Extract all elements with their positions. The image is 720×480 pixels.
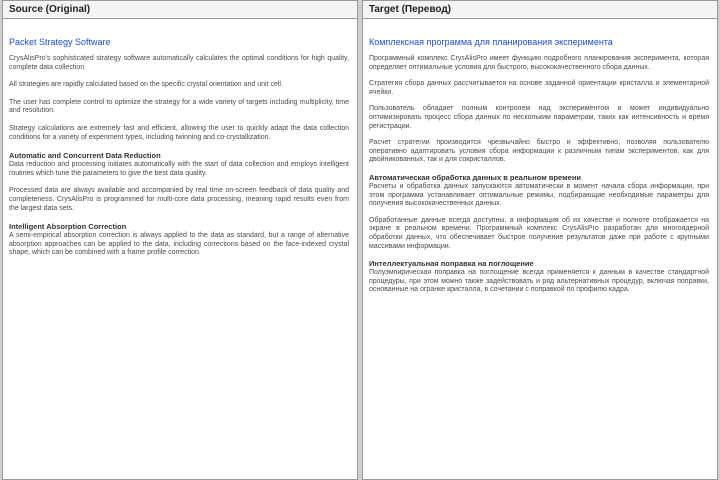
- target-text-blocks: [369, 55, 709, 295]
- target-section-heading: Автоматическая обработка данных в реальном времени: [369, 172, 581, 182]
- target-paragraph: Стратегия сбора данных рассчитывается на основе заданной ориентации кристалла и элементарной ячейки.: [369, 80, 709, 96]
- target-paragraph: Расчеты и обработка данных запускаются автоматически в момент начала сбора информации, при этом программа устанавливает оптимальные режимы, подбирающие необходимые параметры для получения высококачественных данных.: [369, 182, 709, 208]
- source-paragraph: A semi-empirical absorption correction is always applied to the data as standard, but a range of alternative absorption approaches can be applied to the data, including corrections based on the face-indexed crystal shape, which can be combined with a frame profile correction.: [9, 232, 349, 257]
- source-document-title: Packet Strategy Software: [9, 37, 111, 47]
- target-paragraph: Полуэмпирическая поправка на поглощение всегда применяется к данным в качестве стандартной процедуры, при этом можно также задействовать и ряд альтернативных процедур, включая поправки, основанные на огранке кристалла, в сочетании с поправкой по профилю кадра.: [369, 269, 709, 294]
- source-paragraph: The user has complete control to optimize the strategy for a wide variety of targets including multiplicity, time and resolution.: [9, 98, 349, 115]
- target-paragraph: Расчет стратегии производится чрезвычайно быстро и эффективно, позволяя пользователю оперативно адаптировать условия сбора информации к различным типам экспериментов, как для двойникованных, так и для сокристаллов.: [369, 139, 709, 164]
- target-pane-header: Target (Перевод): [363, 1, 717, 19]
- target-pane-body: [363, 19, 717, 295]
- source-section-heading: Intelligent Absorption Correction: [9, 222, 127, 232]
- target-section-heading: Интеллектуальная поправка на поглощение: [369, 259, 534, 269]
- source-section-heading: Automatic and Concurrent Data Reduction: [9, 151, 161, 161]
- source-pane-header: Source (Original): [3, 1, 357, 19]
- source-paragraph: All strategies are rapidly calculated based on the specific crystal orientation and unit cell.: [9, 81, 283, 89]
- target-pane: [362, 0, 718, 480]
- source-paragraph: Strategy calculations are extremely fast and efficient, allowing the user to quickly adapt the data collection conditions for a variety of experiment types, including twinning and co-crystallization.: [9, 124, 349, 141]
- source-paragraph: CrysAlisPro's sophisticated strategy software automatically calculates the optimal conditions for high quality, complete data collection.: [9, 55, 349, 71]
- target-paragraph: Обработанные данные всегда доступны, а информация об их качестве и полноте отображается на экране в реальном времени. Программный комплекс CrysAlisPro разработан для многоядерной обработки данных, что обеспечивает быстрое получение результатов даже при работе с крупными массивами информации.: [369, 216, 709, 250]
- target-paragraph: Пользователь обладает полным контролем над экспериментом и может индивидуально оптимизировать процесс сбора данных по нескольким параметрам, таких как интенсивность и время регистрации.: [369, 105, 709, 130]
- source-pane-body: [3, 19, 357, 258]
- target-paragraph: Программный комплекс CrysAlisPro имеет функцию подробного планирования эксперимента, которая определяет оптимальные условия для быстрого, высококачественного сбора данных.: [369, 55, 709, 71]
- target-document-title: Комплексная программа для планирования эксперимента: [369, 37, 613, 47]
- source-paragraph: Data reduction and processing initiates automatically with the start of data collection and employs intelligent routines which tune the parameters to give the best data quality.: [9, 161, 349, 177]
- source-pane: [2, 0, 358, 480]
- source-paragraph: Processed data are always available and accompanied by real time on-screen feedback of data quality and completeness. CrysAlisPro is programmed for multi-core data processing, meaning rapid results even from the largest data sets.: [9, 187, 349, 212]
- source-text-blocks: [9, 55, 349, 258]
